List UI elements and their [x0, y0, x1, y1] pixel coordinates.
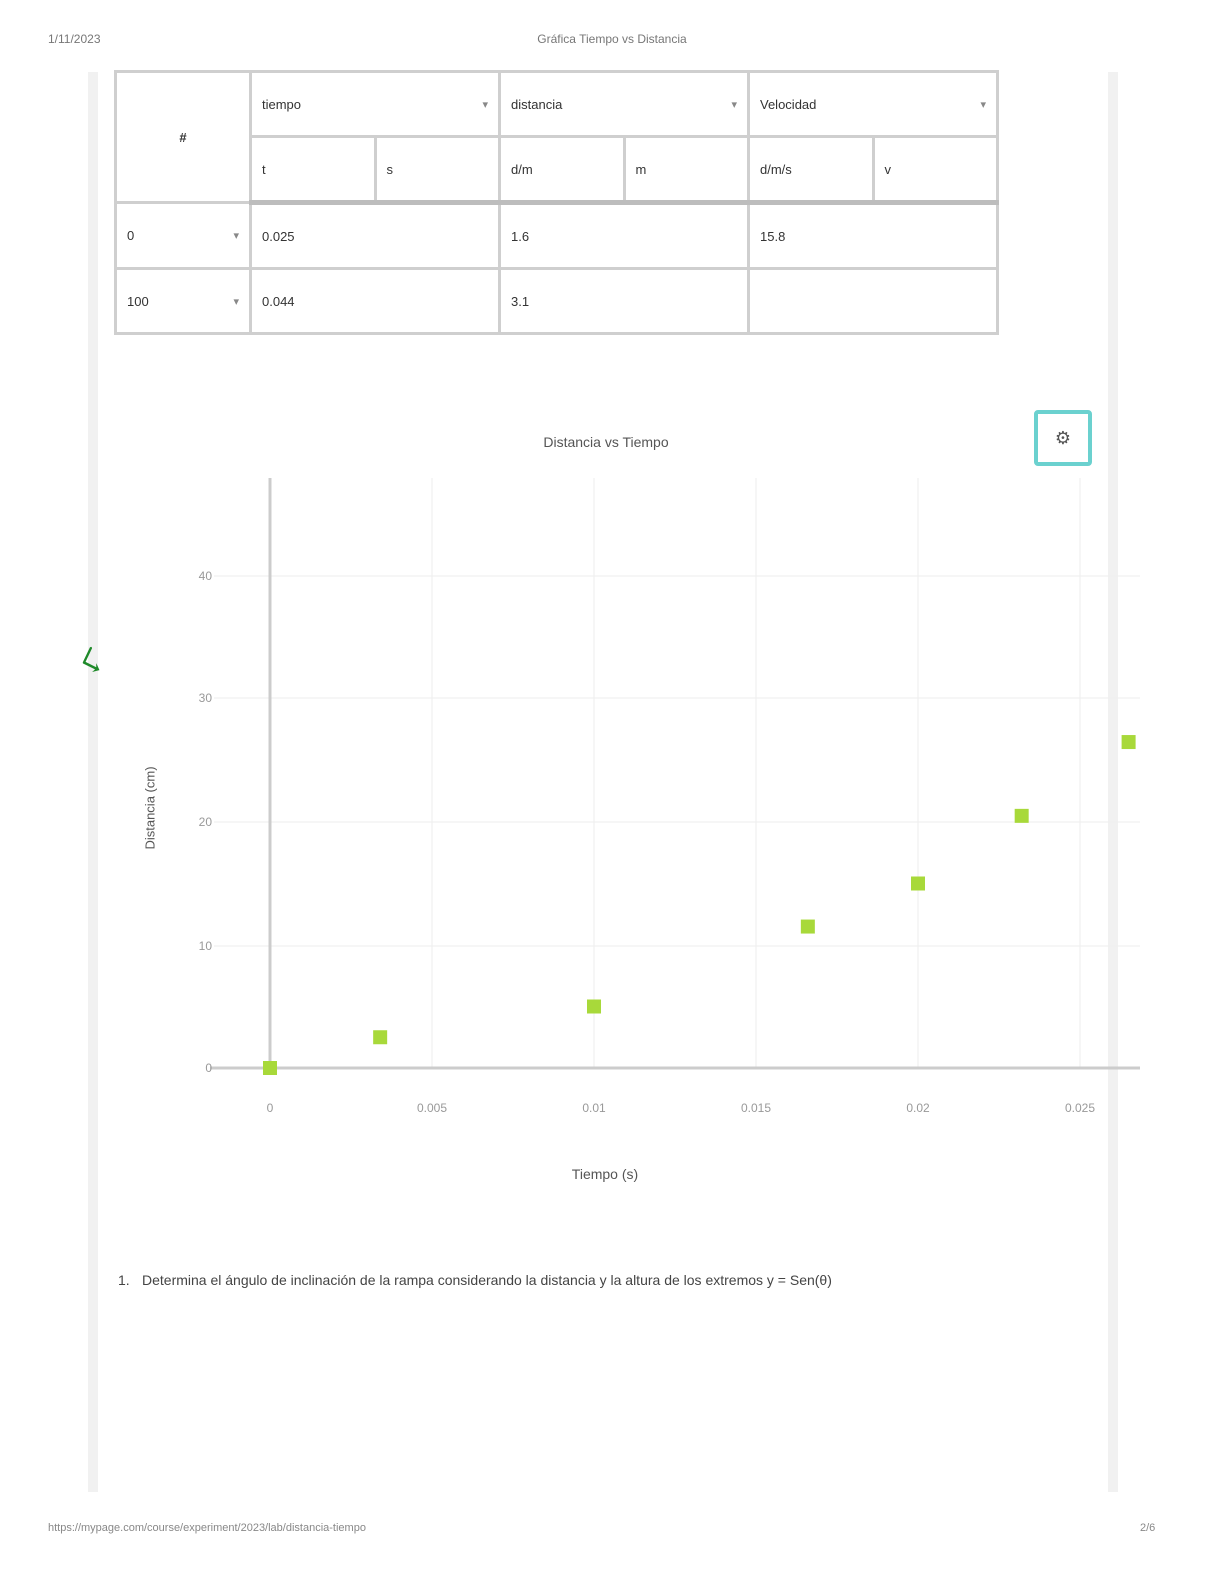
- subheader-cell[interactable]: d/m: [500, 137, 625, 203]
- data-point: [373, 1030, 387, 1044]
- column-menu-icon[interactable]: ▾: [980, 98, 986, 111]
- header-title: Gráfica Tiempo vs Distancia: [537, 32, 687, 46]
- column-menu-icon[interactable]: ▾: [731, 98, 737, 111]
- table-id-header: #: [116, 72, 251, 203]
- x-tick-label: 0.01: [582, 1101, 606, 1115]
- subheader-cell[interactable]: s: [375, 137, 500, 203]
- question-number: 1.: [118, 1272, 130, 1288]
- x-tick-label: 0.015: [740, 1101, 772, 1115]
- data-point: [1015, 809, 1029, 823]
- x-tick-label: 0: [266, 1101, 274, 1115]
- y-tick-label: 30: [198, 691, 212, 705]
- table-cell[interactable]: 1.6: [500, 203, 749, 269]
- x-tick-label: 0.005: [416, 1101, 448, 1115]
- subheader-cell[interactable]: d/m/s: [749, 137, 874, 203]
- footer-url: https://mypage.com/course/experiment/2023/lab/distancia-tiempo: [48, 1522, 366, 1534]
- y-tick-label: 20: [198, 815, 212, 829]
- row-id: 0: [127, 228, 135, 243]
- column-name: tiempo: [262, 96, 302, 112]
- table-cell[interactable]: 0.025: [251, 203, 500, 269]
- question-item: [118, 1266, 1078, 1294]
- x-tick-label: 0.02: [906, 1101, 930, 1115]
- table-cell[interactable]: 0.044: [251, 269, 500, 334]
- data-point: [263, 1061, 277, 1075]
- y-axis-title: Distancia (cm): [142, 766, 158, 850]
- cursor-icon: ☇: [74, 640, 106, 684]
- row-menu-icon[interactable]: ▾: [233, 295, 239, 308]
- y-tick-label: 40: [198, 569, 212, 583]
- y-tick-label: 10: [198, 939, 212, 953]
- table-cell[interactable]: 3.1: [500, 269, 749, 334]
- row-menu-icon[interactable]: ▾: [233, 230, 239, 242]
- data-point: [1122, 735, 1136, 749]
- chart-title: Distancia vs Tiempo: [543, 434, 669, 450]
- data-point: [801, 920, 815, 934]
- header-date: 1/11/2023: [48, 32, 101, 46]
- column-name: Velocidad: [760, 96, 817, 112]
- data-point: [911, 877, 925, 891]
- x-tick-label: 0.025: [1064, 1101, 1096, 1115]
- question-text: Determina el ángulo de inclinación de la rampa considerando la distancia y la altura de los extremos y = Sen(θ): [142, 1272, 832, 1288]
- column-menu-icon[interactable]: ▾: [482, 98, 488, 111]
- y-tick-label: 0: [205, 1061, 212, 1075]
- row-id: 100: [127, 293, 149, 309]
- gear-icon: ⚙: [1054, 427, 1072, 448]
- subheader-cell[interactable]: m: [624, 137, 749, 203]
- column-name: distancia: [511, 96, 563, 112]
- subheader-cell[interactable]: v: [873, 137, 998, 203]
- x-axis-title: Tiempo (s): [571, 1166, 639, 1182]
- table-cell[interactable]: 15.8: [749, 203, 998, 269]
- data-point: [587, 1000, 601, 1014]
- footer-page-number: 2/6: [1140, 1522, 1156, 1534]
- subheader-cell[interactable]: t: [251, 137, 376, 203]
